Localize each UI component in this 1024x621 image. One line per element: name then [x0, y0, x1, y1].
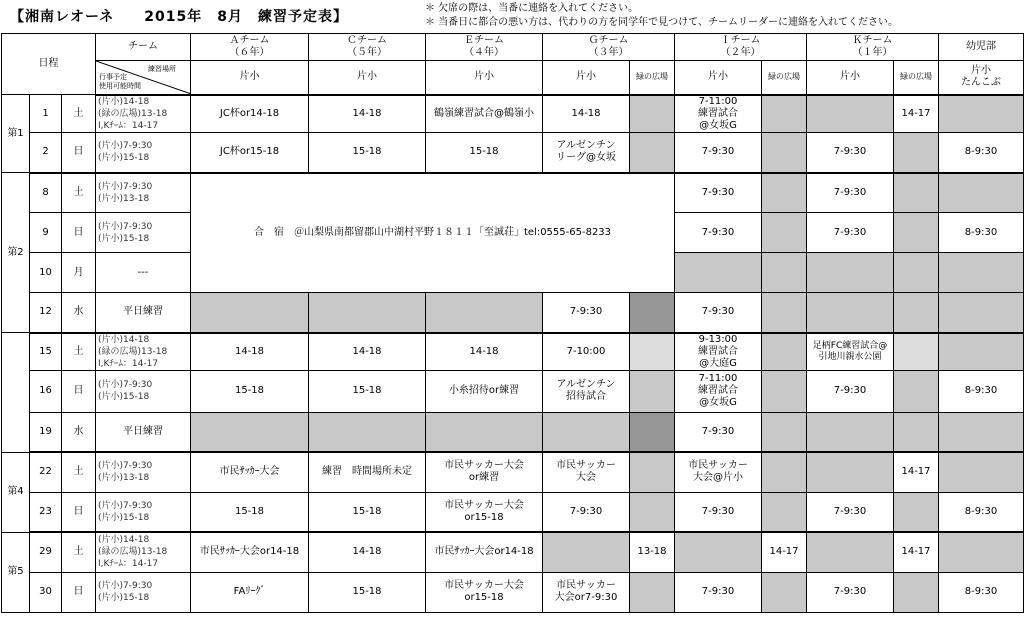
- kids-cell: 8-9:30: [939, 572, 1024, 612]
- e-cell: 市民ｻｯｶｰ大会or14-18: [426, 532, 543, 572]
- g-midori-cell: [630, 293, 675, 333]
- c-cell: 14-18: [309, 95, 426, 133]
- i-midori-cell: [762, 253, 807, 293]
- k-cell: [807, 412, 894, 452]
- g-midori-cell: [630, 572, 675, 612]
- i-cell: 7-9:30: [675, 492, 762, 532]
- c-cell: 14-18: [309, 333, 426, 371]
- diagonal-header: [96, 61, 191, 95]
- g-cell: 7-10:00: [543, 333, 630, 371]
- avail: (片小)7-9:30 (片小)15-18: [96, 133, 191, 173]
- i-cell: 7-9:30: [675, 293, 762, 333]
- page-header: [0, 0, 1024, 33]
- kids-cell: [939, 412, 1024, 452]
- table-row: [2, 412, 1024, 452]
- k-midori-cell: [894, 412, 939, 452]
- dow: 水: [62, 293, 96, 333]
- dow: 土: [62, 173, 96, 213]
- g-midori-cell: [630, 133, 675, 173]
- avail: ---: [96, 253, 191, 293]
- week-label: 第4: [2, 452, 30, 532]
- i-cell: 市民サッカー 大会@片小: [675, 452, 762, 492]
- notes: [425, 2, 898, 30]
- day: 2: [30, 133, 62, 173]
- i-midori-cell: [762, 452, 807, 492]
- i-cell: [675, 532, 762, 572]
- avail: (片小)7-9:30 (片小)15-18: [96, 572, 191, 612]
- table-row: [2, 133, 1024, 173]
- camp-cell: 合 宿 ＠山梨県南都留郡山中湖村平野１８１１「至誠荘」tel:0555-65-8233: [191, 173, 675, 293]
- avail: (片小)14-18 (緑の広場)13-18 Ⅰ,Kﾁｰﾑ：14-17: [96, 95, 191, 133]
- k-cell: 7-9:30: [807, 492, 894, 532]
- e-cell: 市民サッカー大会 or15-18: [426, 492, 543, 532]
- i-cell: 7-11:00 練習試合 @女坂G: [675, 370, 762, 412]
- g-cell: 市民サッカー 大会: [543, 452, 630, 492]
- g-cell: 14-18: [543, 95, 630, 133]
- a-cell: 15-18: [191, 492, 309, 532]
- c-cell: 14-18: [309, 532, 426, 572]
- a-cell: [191, 293, 309, 333]
- day: 9: [30, 213, 62, 253]
- header-team: チーム: [96, 34, 191, 61]
- note-substitute: ＊ 当番日に都合の悪い方は、代わりの方を同学年で見つけて、チームリーダーに連絡を入れてください。: [425, 17, 898, 28]
- i-midori-cell: [762, 370, 807, 412]
- table-row: [2, 532, 1024, 572]
- event-time-label: 行事予定 使用可能時間: [99, 73, 141, 90]
- kids-cell: [939, 95, 1024, 133]
- loc-k-midori: 緑の広場: [894, 61, 939, 95]
- kids-cell: 8-9:30: [939, 133, 1024, 173]
- week-label: 第1: [2, 95, 30, 173]
- i-midori-cell: [762, 293, 807, 333]
- loc-c: 片小: [309, 61, 426, 95]
- loc-i-midori: 緑の広場: [762, 61, 807, 95]
- week-label: 第5: [2, 532, 30, 612]
- i-cell: 7-9:30: [675, 412, 762, 452]
- week-label: 第2: [2, 173, 30, 333]
- day: 30: [30, 572, 62, 612]
- g-midori-cell: [630, 412, 675, 452]
- k-midori-cell: [894, 253, 939, 293]
- c-cell: [309, 412, 426, 452]
- g-midori-cell: [630, 492, 675, 532]
- i-midori-cell: [762, 213, 807, 253]
- dow: 日: [62, 370, 96, 412]
- k-midori-cell: [894, 492, 939, 532]
- i-midori-cell: 14-17: [762, 532, 807, 572]
- g-cell: [543, 412, 630, 452]
- table-row: [2, 452, 1024, 492]
- dow: 月: [62, 253, 96, 293]
- day: 29: [30, 532, 62, 572]
- k-midori-cell: [894, 370, 939, 412]
- kids-cell: 8-9:30: [939, 492, 1024, 532]
- k-cell: [807, 452, 894, 492]
- k-midori-cell: 14-17: [894, 95, 939, 133]
- kids-cell: [939, 293, 1024, 333]
- header-g-team: Ｇチーム （３年）: [543, 34, 675, 61]
- k-midori-cell: [894, 173, 939, 213]
- table-row: [2, 333, 1024, 371]
- i-cell: [675, 253, 762, 293]
- k-cell: 7-9:30: [807, 133, 894, 173]
- k-midori-cell: [894, 133, 939, 173]
- e-cell: 市民サッカー大会 or練習: [426, 452, 543, 492]
- dow: 日: [62, 133, 96, 173]
- day: 8: [30, 173, 62, 213]
- day: 15: [30, 333, 62, 371]
- c-cell: 15-18: [309, 370, 426, 412]
- dow: 土: [62, 452, 96, 492]
- dow: 土: [62, 333, 96, 371]
- day: 10: [30, 253, 62, 293]
- avail: (片小)7-9:30 (片小)13-18: [96, 173, 191, 213]
- avail: [96, 333, 191, 371]
- week-label-empty: [2, 333, 30, 453]
- loc-i: 片小: [675, 61, 762, 95]
- loc-g: 片小: [543, 61, 630, 95]
- i-cell: 7-9:30: [675, 572, 762, 612]
- e-cell: 鶴嶺練習試合@鶴嶺小: [426, 95, 543, 133]
- kids-cell: [939, 532, 1024, 572]
- i-cell: 7-9:30: [675, 173, 762, 213]
- dow: 水: [62, 412, 96, 452]
- g-cell: [543, 532, 630, 572]
- loc-kids: 片小 たんこぶ: [939, 61, 1024, 95]
- k-midori-cell: [894, 213, 939, 253]
- avail: (片小)7-9:30 (片小)15-18: [96, 213, 191, 253]
- i-midori-cell: [762, 412, 807, 452]
- g-cell: アルゼンチン リーグ@女坂: [543, 133, 630, 173]
- table-row: [2, 173, 1024, 213]
- i-midori-cell: [762, 492, 807, 532]
- page-title: 【湘南レオーネ 2015年 8月 練習予定表】: [10, 9, 349, 25]
- day: 23: [30, 492, 62, 532]
- day: 12: [30, 293, 62, 333]
- k-cell: 7-9:30: [807, 213, 894, 253]
- c-cell: 15-18: [309, 572, 426, 612]
- i-midori-cell: [762, 333, 807, 371]
- avail-rest: (緑の広場)13-18 Ⅰ,Kﾁｰﾑ：14-17: [98, 346, 168, 369]
- k-cell: 7-9:30: [807, 173, 894, 213]
- day: 1: [30, 95, 62, 133]
- k-midori-cell: 14-17: [894, 532, 939, 572]
- g-midori-cell: 13-18: [630, 532, 675, 572]
- kids-cell: [939, 173, 1024, 213]
- g-cell: 7-9:30: [543, 293, 630, 333]
- table-row: [2, 293, 1024, 333]
- g-midori-cell: [630, 452, 675, 492]
- note-absence: ＊ 欠席の際は、当番に連絡を入れてください。: [425, 3, 639, 14]
- a-cell: 市民ｻｯｶｰ大会or14-18: [191, 532, 309, 572]
- kids-cell: [939, 253, 1024, 293]
- c-cell: 練習 時間場所未定: [309, 452, 426, 492]
- k-cell: [807, 293, 894, 333]
- i-cell: 7-9:30: [675, 213, 762, 253]
- header-e-team: Ｅチーム （４年）: [426, 34, 543, 61]
- k-cell: 7-9:30: [807, 370, 894, 412]
- e-cell: 市民サッカー大会 or15-18: [426, 572, 543, 612]
- avail: (片小)14-18 (緑の広場)13-18 Ⅰ,Kﾁｰﾑ：14-17: [96, 532, 191, 572]
- i-midori-cell: [762, 572, 807, 612]
- c-cell: 15-18: [309, 492, 426, 532]
- k-cell: [807, 95, 894, 133]
- k-cell: 足柄FC練習試合@ 引地川親水公園: [807, 333, 894, 371]
- kids-cell: 8-9:30: [939, 213, 1024, 253]
- loc-e: 片小: [426, 61, 543, 95]
- header-i-team: Ｉチーム （２年）: [675, 34, 807, 61]
- i-cell: 7-11:00 練習試合 @女坂G: [675, 95, 762, 133]
- e-cell: 15-18: [426, 133, 543, 173]
- table-row: [2, 370, 1024, 412]
- g-cell: アルゼンチン 招待試合: [543, 370, 630, 412]
- a-cell: JC杯or15-18: [191, 133, 309, 173]
- c-cell: 15-18: [309, 133, 426, 173]
- i-cell: 9-13:00 練習試合 @大庭G: [675, 333, 762, 371]
- a-cell: [191, 412, 309, 452]
- loc-k: 片小: [807, 61, 894, 95]
- i-midori-cell: [762, 133, 807, 173]
- header-kids: 幼児部: [939, 34, 1024, 61]
- day: 16: [30, 370, 62, 412]
- dow: 日: [62, 492, 96, 532]
- a-cell: 14-18: [191, 333, 309, 371]
- avail-line: (片小)14-18: [98, 334, 150, 345]
- table-row: [2, 492, 1024, 532]
- a-cell: 15-18: [191, 370, 309, 412]
- kids-cell: 8-9:30: [939, 370, 1024, 412]
- avail: 平日練習: [96, 293, 191, 333]
- table-row: [2, 95, 1024, 133]
- g-cell: 7-9:30: [543, 492, 630, 532]
- table-row: [2, 572, 1024, 612]
- i-midori-cell: [762, 173, 807, 213]
- k-cell: 7-9:30: [807, 572, 894, 612]
- day: 22: [30, 452, 62, 492]
- k-midori-cell: [894, 333, 939, 371]
- a-cell: FAﾘｰｸﾞ: [191, 572, 309, 612]
- e-cell: [426, 412, 543, 452]
- c-cell: [309, 293, 426, 333]
- e-cell: [426, 293, 543, 333]
- a-cell: 市民ｻｯｶｰ大会: [191, 452, 309, 492]
- k-cell: [807, 532, 894, 572]
- header-schedule: 日程: [2, 34, 96, 95]
- k-midori-cell: 14-17: [894, 452, 939, 492]
- dow: 日: [62, 572, 96, 612]
- header-a-team: Ａチーム （６年）: [191, 34, 309, 61]
- practice-place-label: 練習場所: [148, 65, 176, 73]
- avail: (片小)7-9:30 (片小)15-18: [96, 370, 191, 412]
- header-c-team: Ｃチーム （５年）: [309, 34, 426, 61]
- avail: (片小)7-9:30 (片小)13-18: [96, 452, 191, 492]
- k-cell: [807, 253, 894, 293]
- dow: 土: [62, 95, 96, 133]
- header-k-team: Ｋチーム （１年）: [807, 34, 939, 61]
- i-cell: 7-9:30: [675, 133, 762, 173]
- g-midori-cell: [630, 95, 675, 133]
- g-cell: 市民サッカー 大会or7-9:30: [543, 572, 630, 612]
- avail: 平日練習: [96, 412, 191, 452]
- g-midori-cell: [630, 333, 675, 371]
- dow: 土: [62, 532, 96, 572]
- e-cell: 14-18: [426, 333, 543, 371]
- a-cell: JC杯or14-18: [191, 95, 309, 133]
- e-cell: 小糸招待or練習: [426, 370, 543, 412]
- i-midori-cell: [762, 95, 807, 133]
- kids-cell: [939, 452, 1024, 492]
- avail: (片小)7-9:30 (片小)15-18: [96, 492, 191, 532]
- dow: 日: [62, 213, 96, 253]
- day: 19: [30, 412, 62, 452]
- loc-g-midori: 緑の広場: [630, 61, 675, 95]
- k-midori-cell: [894, 293, 939, 333]
- loc-a: 片小: [191, 61, 309, 95]
- schedule-table: [1, 33, 1024, 613]
- k-midori-cell: [894, 572, 939, 612]
- kids-cell: [939, 333, 1024, 371]
- g-midori-cell: [630, 370, 675, 412]
